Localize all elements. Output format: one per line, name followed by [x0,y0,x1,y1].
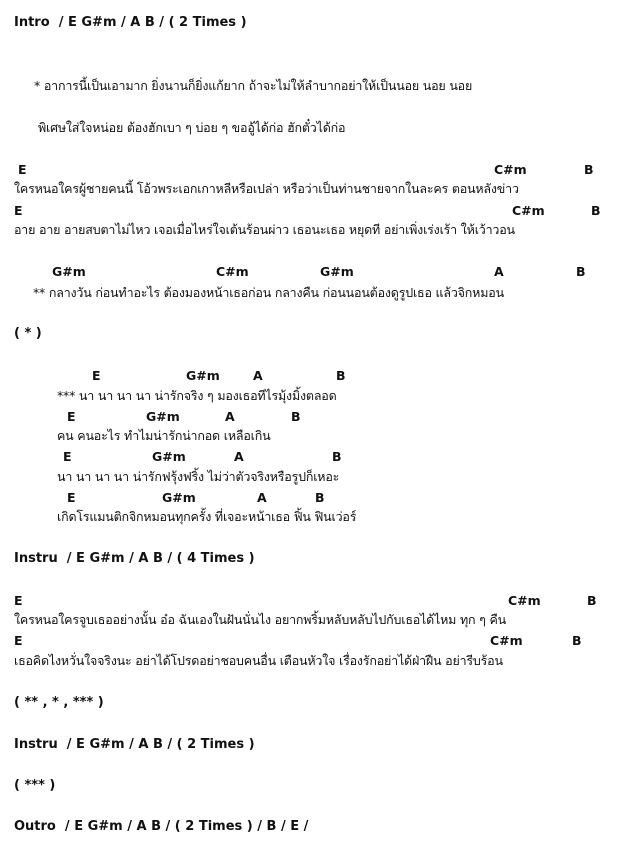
chord: B [291,409,301,424]
lyric-line: เธอคิดไงหวั่นใจจริงนะ อย่าได้โปรดอย่าชอบคนอื่น เตือนหัวใจ เรื่องรักอย่าได้ฝ่าฝืน อย่ารีบร้อน [14,653,503,668]
chord: B [584,162,594,177]
lyric-line: *** นา นา นา นา น่ารักจริง ๆ มองเธอทีไรมุ้งมิ้งตลอด [57,388,337,403]
chord: A [234,449,244,464]
verse-a-line-2: พิเศษใส่ใจหน่อย ต้องฮักเบา ๆ บ่อย ๆ ขออู้ได้ก่อ ฮักตั๋วได้ก่อ [38,120,346,135]
chord: G#m [152,449,186,464]
chord: B [572,633,582,648]
chord: A [225,409,235,424]
chord: E [14,203,23,218]
verse-a-line-1: * อาการนี้เป็นเอามาก ยิ่งนานก็ยิ่งแก้ยาก ถ้าจะไม่ให้ลำบากอย่าให้เป็นนอย นอย นอย [34,78,473,93]
repeat-multi: ( ** , * , *** ) [14,695,104,710]
lyric-line: เกิดโรแมนติกจิกหมอนทุกครั้ง ที่เจอะหน้าเธอ ฟิ้น ฟินเว่อร์ [57,509,357,524]
lyric-line: คน คนอะไร ทำไมน่ารักน่ากอด เหลือเกิน [57,428,271,443]
chord: E [14,593,23,608]
chord: C#m [508,593,541,608]
chord: G#m [146,409,180,424]
chord: G#m [52,264,86,279]
lyric-line: ** กลางวัน ก่อนทำอะไร ต้องมองหน้าเธอก่อน กลางคืน ก่อนนอนต้องดูรูปเธอ แล้วจิกหมอน [33,285,504,300]
chord: C#m [494,162,527,177]
outro-line: Outro / E G#m / A B / ( 2 Times ) / B / E / [14,819,309,834]
chord: B [587,593,597,608]
chord: C#m [512,203,545,218]
chord: B [591,203,601,218]
chord: G#m [320,264,354,279]
instru-line-2: Instru / E G#m / A B / ( 2 Times ) [14,737,255,752]
chord: E [67,490,76,505]
chord: B [315,490,325,505]
chord: E [14,633,23,648]
chord: A [257,490,267,505]
chord: A [253,368,263,383]
chord: G#m [186,368,220,383]
chord: E [18,162,27,177]
chord: E [63,449,72,464]
lyric-line: นา นา นา นา น่ารักฟรุ้งฟริ้ง ไม่ว่าตัวจริงหรือรูปก็เหอะ [57,469,340,484]
chord: B [332,449,342,464]
intro-line: Intro / E G#m / A B / ( 2 Times ) [14,15,247,30]
repeat-triple: ( *** ) [14,778,56,793]
chord: E [67,409,76,424]
chord: B [576,264,586,279]
chord: E [92,368,101,383]
chord: C#m [490,633,523,648]
lyric-line: อาย อาย อายสบตาไม่ไหว เจอเมื่อไหร่ใจเต้นร้อนผ่าว เธอนะเธอ หยุดที อย่าเพิ่งเร่งเร้า ให้เว้าวอน [14,222,515,237]
chord: C#m [216,264,249,279]
repeat-star: ( * ) [14,326,42,341]
lyric-line: ใครหนอใครจูบเธออย่างนั้น อ๋อ ฉันเองในฝันนั่นไง อยากพริ้มหลับหลับไปกับเธอได้ไหม ทุก ๆ คืน [14,612,506,627]
chord: G#m [162,490,196,505]
instru-line-1: Instru / E G#m / A B / ( 4 Times ) [14,551,255,566]
chord: A [494,264,504,279]
lyric-line: ใครหนอใครผู้ชายคนนี้ โอ้วพระเอกเกาหลีหรือเปล่า หรือว่าเป็นท่านชายจากในละคร ตอนหลังข่าว [14,181,519,196]
chord: B [336,368,346,383]
